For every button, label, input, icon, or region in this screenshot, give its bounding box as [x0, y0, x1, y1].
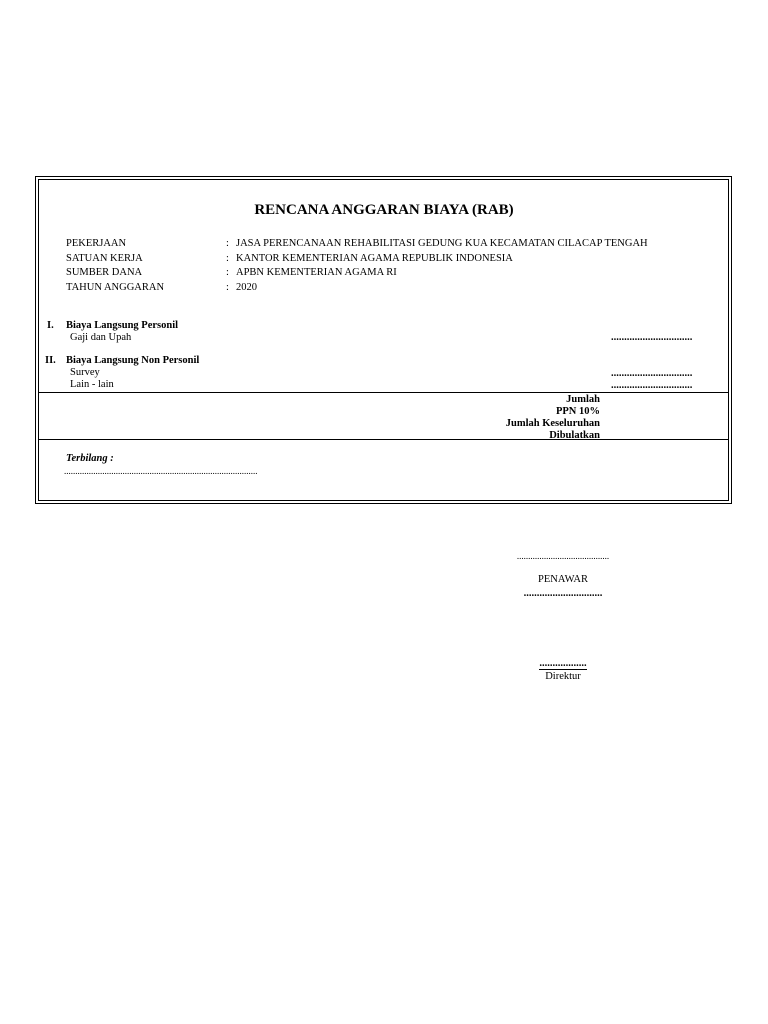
- document-title: RENCANA ANGGARAN BIAYA (RAB): [254, 202, 514, 218]
- section-heading-non-personil: Biaya Langsung Non Personil: [66, 355, 200, 366]
- total-jumlah-label: Jumlah: [566, 394, 600, 405]
- item-label-gaji: Gaji dan Upah: [70, 332, 132, 343]
- signature-company: ..............................: [523, 588, 603, 599]
- info-row-tahun-anggaran: [66, 282, 686, 296]
- info-separator: :: [226, 267, 229, 278]
- item-amount-lain-lain: ...............................: [611, 380, 693, 391]
- divider-totals-bottom: [38, 439, 729, 440]
- signature-position: Direktur: [545, 671, 581, 682]
- terbilang-label: Terbilang :: [66, 453, 114, 464]
- signature-role: PENAWAR: [538, 574, 588, 585]
- info-label: TAHUN ANGGARAN: [66, 282, 165, 293]
- item-amount-survey: ...............................: [611, 368, 693, 379]
- info-label: SATUAN KERJA: [66, 253, 143, 264]
- signature-name-text: ..................: [539, 658, 587, 669]
- info-value: APBN KEMENTERIAN AGAMA RI: [236, 267, 397, 278]
- item-label-survey: Survey: [70, 367, 100, 378]
- info-row-sumber-dana: [66, 267, 686, 281]
- info-row-satuan-kerja: [66, 253, 686, 267]
- info-separator: :: [226, 282, 229, 293]
- divider-totals-top: [38, 392, 729, 393]
- info-value: KANTOR KEMENTERIAN AGAMA REPUBLIK INDONESIA: [236, 253, 513, 264]
- info-label: SUMBER DANA: [66, 267, 143, 278]
- signature-place-date: .........................................: [516, 551, 610, 561]
- terbilang-value: ......................................................................................: [64, 466, 258, 476]
- item-amount-gaji: ...............................: [611, 332, 693, 343]
- info-value: JASA PERENCANAAN REHABILITASI GEDUNG KUA KECAMATAN CILACAP TENGAH: [236, 238, 648, 249]
- info-row-pekerjaan: [66, 238, 686, 252]
- signature-name: [478, 657, 648, 670]
- info-separator: :: [226, 253, 229, 264]
- total-dibulatkan-label: Dibulatkan: [549, 430, 600, 441]
- section-heading-personil: Biaya Langsung Personil: [66, 320, 179, 331]
- item-label-lain-lain: Lain - lain: [70, 379, 114, 390]
- info-label: PEKERJAAN: [66, 238, 127, 249]
- info-separator: :: [226, 238, 229, 249]
- section-number: II.: [45, 355, 56, 366]
- total-ppn-label: PPN 10%: [555, 406, 600, 417]
- info-value: 2020: [236, 282, 257, 293]
- section-number: I.: [47, 320, 54, 331]
- total-keseluruhan-label: Jumlah Keseluruhan: [505, 418, 600, 429]
